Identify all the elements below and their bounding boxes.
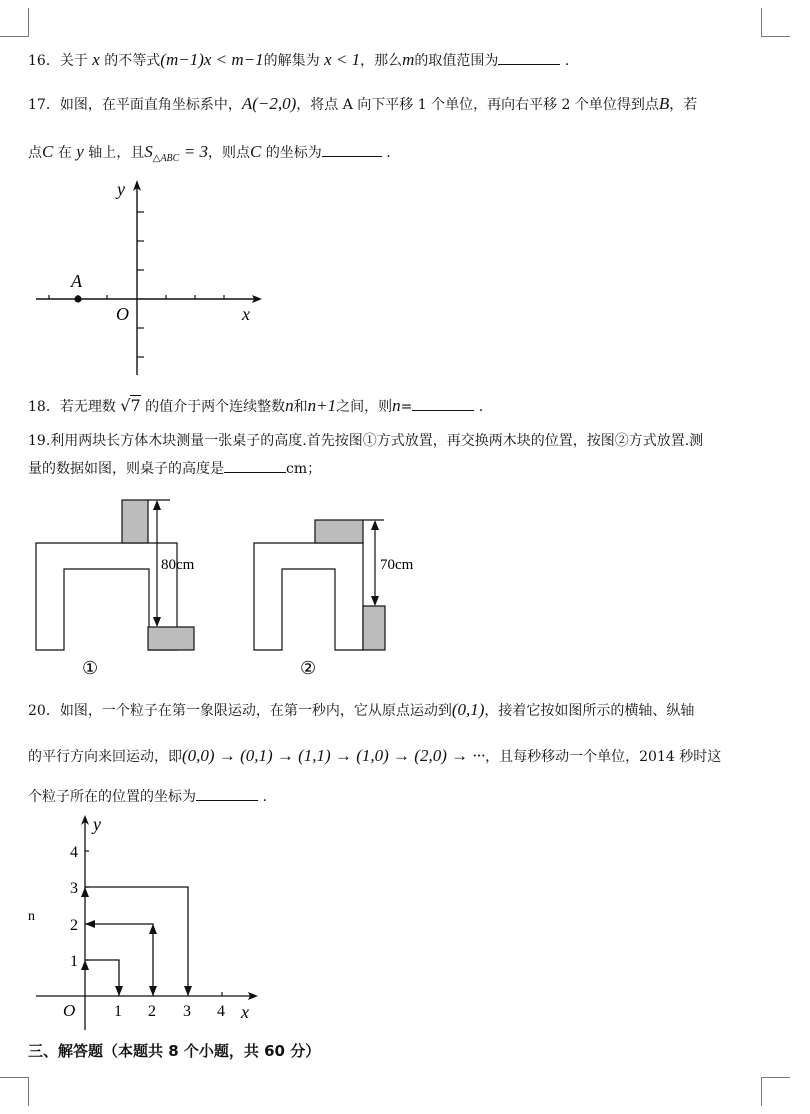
question-16: 16．关于 x 的不等式(m−1)x < m−1的解集为 x < 1，那么m的取值范围为 . bbox=[28, 50, 570, 69]
arrow-up-icon bbox=[153, 500, 161, 510]
area-symbol: S bbox=[144, 142, 153, 161]
text: 的不等式 bbox=[104, 53, 161, 69]
x-axis-label: x bbox=[242, 304, 250, 324]
text: 的坐标为 bbox=[265, 145, 322, 161]
text: 点 bbox=[28, 145, 42, 161]
question-20-line-2 bbox=[28, 746, 721, 766]
text: 的解集为 bbox=[263, 53, 320, 69]
question-number: 17． bbox=[28, 97, 60, 113]
solution-set: x < 1 bbox=[324, 50, 361, 69]
text: ，将点 A 向下平移 1 个单位，再向右平移 2 个单位得到点 bbox=[296, 97, 659, 113]
area-subscript: △ABC bbox=[152, 152, 180, 164]
y-tick-label: 2 bbox=[70, 917, 78, 934]
text: ，接着它按如图所示的横轴、纵轴 bbox=[484, 703, 695, 719]
x-tick-label: 2 bbox=[148, 1003, 156, 1020]
crop-mark-bottom-left bbox=[0, 1077, 29, 1106]
text: 的平行方向来回运动，即 bbox=[28, 749, 182, 765]
point-c: C bbox=[250, 142, 262, 161]
point-a-label: A bbox=[71, 271, 82, 291]
text: = bbox=[400, 399, 413, 415]
question-17-line-1 bbox=[28, 94, 697, 114]
measure-70cm: 70cm bbox=[380, 557, 414, 573]
answer-blank[interactable] bbox=[224, 472, 286, 473]
x-axis-label: x bbox=[241, 1002, 249, 1022]
question-number: 20． bbox=[28, 703, 60, 719]
answer-blank[interactable] bbox=[322, 156, 382, 157]
text: 的取值范围为 bbox=[414, 53, 499, 69]
crop-mark-top-right bbox=[761, 8, 790, 37]
path-arrows bbox=[81, 887, 192, 996]
var-n-plus-1: n+1 bbox=[307, 396, 337, 415]
inequality: (m−1)x < m−1 bbox=[160, 50, 264, 69]
particle-path bbox=[85, 887, 188, 996]
figure-1 bbox=[36, 500, 194, 650]
point-c: C bbox=[42, 142, 54, 161]
arrow-down-icon bbox=[371, 596, 379, 606]
arrow-up-icon bbox=[81, 960, 89, 970]
text: 的值介于两个连续整数 bbox=[145, 399, 286, 415]
y-tick-label: 4 bbox=[70, 844, 78, 861]
text: ，那么 bbox=[360, 53, 403, 69]
y-axis-label: y bbox=[93, 814, 101, 834]
stray-character: n bbox=[28, 909, 35, 924]
arrow-up-icon bbox=[371, 520, 379, 530]
q19-figures bbox=[30, 494, 430, 684]
x-tick-label: 3 bbox=[183, 1003, 191, 1020]
text: 在 bbox=[57, 145, 72, 161]
question-number: 16． bbox=[28, 53, 60, 69]
block-flat-1 bbox=[148, 627, 194, 650]
arrow-up-icon bbox=[81, 887, 89, 897]
point-a-marker bbox=[74, 295, 81, 302]
origin-label: O bbox=[63, 1001, 76, 1020]
text: 若无理数 bbox=[59, 399, 116, 415]
question-20-line-3: 个粒子所在的位置的坐标为 . bbox=[28, 789, 267, 805]
question-19-line-1: 19.利用两块长方体木块测量一张桌子的高度.首先按图①方式放置，再交换两木块的位置，按图②方式放置.测 bbox=[28, 433, 704, 449]
text: ，且每秒移动一个单位，2014 秒时这 bbox=[485, 749, 722, 765]
point-a-coord: A(−2,0) bbox=[241, 94, 297, 113]
question-20-line-1 bbox=[28, 700, 694, 720]
var-m: m bbox=[402, 50, 415, 69]
arrow-up-icon bbox=[149, 986, 157, 996]
arrow-down-icon bbox=[184, 986, 192, 996]
y-tick-label: 3 bbox=[70, 880, 78, 897]
var-n: n bbox=[392, 396, 401, 415]
block-upright-1 bbox=[122, 500, 148, 543]
table-2 bbox=[254, 543, 363, 650]
crop-mark-bottom-right bbox=[761, 1077, 790, 1106]
q20-figure bbox=[28, 810, 268, 1032]
x-tick-label: 4 bbox=[217, 1003, 225, 1020]
answer-blank[interactable] bbox=[498, 64, 560, 65]
x-tick-label: 1 bbox=[114, 1003, 122, 1020]
text: 轴上，且 bbox=[88, 145, 145, 161]
figure-1-label: ① bbox=[82, 658, 99, 678]
block-upright-2 bbox=[363, 606, 385, 650]
text: 和 bbox=[293, 399, 308, 415]
var-y: y bbox=[76, 142, 84, 161]
arrow-up-icon bbox=[149, 924, 157, 934]
text: ，则点 bbox=[208, 145, 251, 161]
point-b: B bbox=[658, 94, 670, 113]
question-17-line-2: 点C 在 y 轴上，且$S_{\triangle ABC} = 3$，则点C 的坐标为 . bbox=[28, 142, 391, 164]
text: 之间，则 bbox=[336, 399, 393, 415]
section-heading: 三、解答题（本题共 8 个小题，共 60 分） bbox=[28, 1042, 321, 1060]
arrow-left-icon bbox=[85, 920, 95, 928]
question-number: 18． bbox=[28, 399, 60, 415]
measure-80cm: 80cm bbox=[161, 557, 195, 573]
point-0-1: (0,1) bbox=[451, 700, 485, 719]
area-value: = 3 bbox=[183, 142, 209, 161]
text: 个粒子所在的位置的坐标为 bbox=[28, 789, 196, 805]
q17-figure bbox=[34, 175, 264, 380]
unit: cm； bbox=[286, 461, 322, 477]
answer-blank[interactable] bbox=[196, 800, 258, 801]
text: 量的数据如图，则桌子的高度是 bbox=[28, 461, 224, 477]
block-flat-2 bbox=[315, 520, 363, 543]
text: 如图，一个粒子在第一象限运动，在第一秒内，它从原点运动到 bbox=[59, 703, 452, 719]
arrow-down-icon bbox=[115, 986, 123, 996]
origin-label: O bbox=[116, 304, 129, 324]
y-tick-label: 1 bbox=[70, 953, 78, 970]
sqrt-expression: √7 bbox=[120, 396, 141, 415]
answer-blank[interactable] bbox=[412, 410, 474, 411]
y-axis-label: y bbox=[117, 179, 125, 199]
point-sequence: (0,0) → (0,1) → (1,1) → (1,0) → (2,0) → ··· bbox=[182, 746, 486, 765]
text: 如图，在平面直角坐标系中， bbox=[59, 97, 242, 113]
var-n: n bbox=[285, 396, 294, 415]
crop-mark-top-left bbox=[0, 8, 29, 37]
question-18: 18．若无理数 √7 的值介于两个连续整数n和n+1之间，则n= . bbox=[28, 396, 484, 415]
figure-2 bbox=[254, 520, 385, 650]
var-x: x bbox=[92, 50, 100, 69]
text: 关于 bbox=[59, 53, 88, 69]
radicand: 7 bbox=[130, 396, 141, 415]
figure-2-label: ② bbox=[300, 658, 317, 678]
question-19-line-2 bbox=[28, 458, 321, 478]
text: ，若 bbox=[669, 97, 698, 113]
